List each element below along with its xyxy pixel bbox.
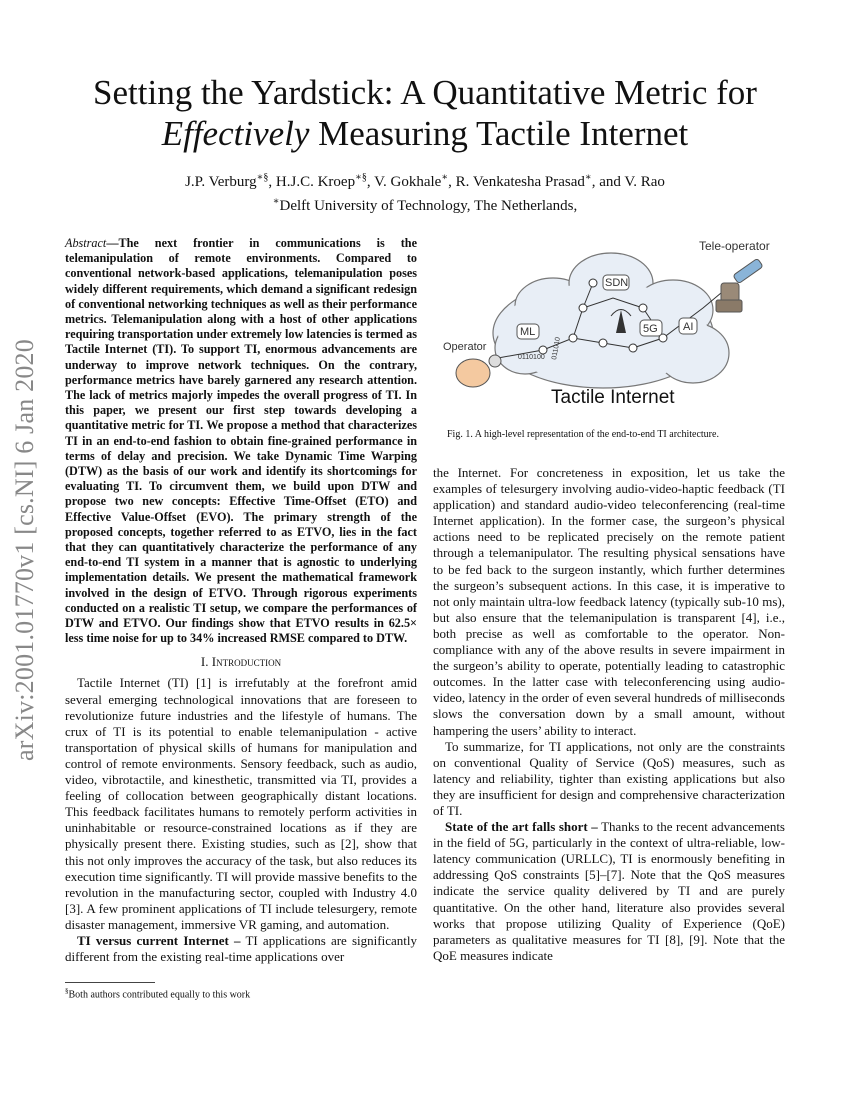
affiliation-text: Delft University of Technology, The Netherlands, (279, 198, 578, 214)
figure-caption: Fig. 1. A high-level representation of the end-to-end TI architecture. (447, 429, 719, 440)
footnote-mark: § (65, 987, 69, 995)
author-mark: ∗§ (355, 172, 367, 183)
author-mark: ∗§ (256, 172, 269, 183)
author-mark: ∗ (441, 172, 449, 183)
author-3: , V. Gokhale (366, 174, 442, 190)
author-2: , H.J.C. Kroep (268, 174, 356, 190)
affiliation (60, 192, 790, 216)
paragraph-text: Thanks to the recent advancements in the field of 5G, particularly in the context of ultra-reliable, low-latency communication (URLLC), TI is enormously benefiting in addressing QoS constraints [5]–[7]. Note that the QoS measures indicate the service quality delivered by TI and are purely quantitative. On the other hand, literature also provides several works that propose utilizing Quality of Experience (QoE) parameters as qualitative measures for TI [8], [9]. Note that the QoE measures indicate (433, 819, 785, 963)
footnote-rule (65, 982, 155, 983)
abstract-label: Abstract (65, 236, 107, 250)
intro-paragraph-2 (65, 933, 417, 965)
footnote (65, 987, 250, 1000)
right-paragraph-1: the Internet. For concreteness in exposition, let us take the examples of telesurgery involving audio-video-haptic feedback (TI application) and standard audio-video teleconferencing (real-time Internet application). In the former case, the surgeon’s physical actions need to be replicated precisely on the remote patient through a telemanipulator. The resulting physical sensations have to be fed back to the surgeon instantly, which further determines the surgeon’s subsequent actions. In this case, it is imperative to not only maintain ultra-low feedback latency (typically sub-10 ms), but also ensure that the telemanipulation is transparent [4], i.e., both precise as well as comfortable to the operator. Non-compliance with any of the above results in severe impairment in the surgeon’s ability to operate, potentially leading to catastrophic outcomes. In the latter case with teleconferencing using audio-video, latency in the order of even several hundreds of milliseconds slows the conversation down by a small amount, without hampering the users’ ability to interact. (433, 465, 785, 738)
paragraph-lead: TI versus current Internet – (77, 932, 241, 948)
author-mark: ∗ (584, 172, 592, 183)
tag-ml: ML (520, 326, 536, 338)
right-paragraph-3 (433, 819, 785, 964)
abstract-dash: — (106, 236, 119, 250)
author-block (60, 168, 790, 216)
author-5: , and V. Rao (591, 174, 665, 190)
footnote-text: Both authors contributed equally to this work (68, 989, 251, 1001)
label-teleoperator: Tele-operator (699, 239, 770, 253)
paragraph-lead: State of the art falls short – (445, 819, 598, 835)
section-heading-introduction: I. Introduction (200, 654, 282, 670)
operator-hand-icon (456, 355, 501, 387)
author-1: J.P. Verburg (185, 174, 257, 190)
bits-label-2: 011010 (551, 336, 562, 361)
affiliation-mark: ∗ (272, 196, 280, 207)
intro-body (65, 675, 417, 965)
title-emphasis: Effectively (161, 114, 310, 153)
label-tactile-internet: Tactile Internet (551, 387, 675, 408)
tag-ai: AI (683, 321, 694, 333)
paper-title (60, 72, 790, 154)
paragraph-text: TI applications are significantly different from the existing real-time applications over (65, 932, 417, 965)
arxiv-stamp: arXiv:2001.01770v1 [cs.NI] 6 Jan 2020 (10, 339, 39, 761)
author-4: , R. Venkatesha Prasad (448, 174, 585, 190)
title-line-2-rest: Measuring Tactile Internet (309, 114, 689, 153)
tag-sdn: SDN (605, 277, 629, 289)
intro-paragraph-1: Tactile Internet (TI) [1] is irrefutably at the forefront amid several emerging technological innovations that are foreseen to revolutionize future industries and the lifestyle of humans. The crux of TI is its potential to enable telemanipulation - active transportation of physical skills of humans for manipulation and control of remote environments. Sensory feedback, such as audio, video, vibrotactile, and kinesthetic, transmitted via TI, provides a feeling of collocation between geographically distant locations. This feedback facilitates humans to remotely perform activities in uninhabitable or resource-constrained locations as if they are physically present there. Existing studies, such as [2], show that this not only improves the accuracy of the task, but also reduces its execution time significantly. TI will provide massive benefits to the revolution in the manufacturing sector, coupled with Industry 4.0 [3]. A few prominent applications of TI include telesurgery, remote disaster management, immersive VR gaming, and automation. (65, 675, 417, 932)
author-list (60, 168, 790, 192)
left-column (65, 236, 417, 965)
title-line-1: Setting the Yardstick: A Quantitative Metric for (93, 73, 757, 112)
label-operator: Operator (443, 341, 487, 353)
bits-label-1: 0110100 (518, 354, 545, 361)
title-line-2 (60, 113, 790, 154)
tag-5g: 5G (643, 323, 658, 335)
abstract-text: The next frontier in communications is the telemanipulation of remote environments. Compared to conventional network-based applications, telemanipulation poses widely different requirements, which demand a significant redesign of conventional networking techniques as well as their performance metrics. Telemanipulation along with a host of other applications requiring transportation under extremely low latencies is termed as Tactile Internet (TI). To support TI, enormous advancements are underway to improve network techniques. On the contrary, performance metrics have barely garnered any research attention. The lack of metrics majorly impedes the overall progress of TI. In this paper, we present our first step towards developing a quantitative metric for TI. We propose a method that characterizes TI in an end-to-end fashion to obtain fine-grained performance in terms of delay and precision. We take Dynamic Time Warping (DTW) as the basis of our work and identify its shortcomings for evaluating TI. To circumvent them, we build upon DTW and propose two new concepts: Effective Time-Offset (ETO) and Effective Value-Offset (EVO). The primary strength of the proposed concepts, together referred to as ETVO, lies in the fact that they can quantitatively characterize the performance of any end-to-end TI system in a manner that is agnostic to underlying implementation details. We present the mathematical framework involved in the design of ETVO. Through rigorous experiments conducted on a realistic TI setup, we compare the performances of DTW and ETVO. Our findings show that ETVO results in 62.5× less time noise for up to 34% increased RMSE compared to DTW. (65, 236, 417, 646)
right-column (433, 465, 785, 964)
abstract (65, 236, 417, 646)
right-paragraph-2: To summarize, for TI applications, not only are the constraints on conventional Quality of Service (QoS) measures, such as latency and reliability, tighter than existing applications but also they are insufficient for design and comprehensive characterization of TI. (433, 738, 785, 818)
robot-arm-icon (716, 258, 763, 312)
figure-1-ti-architecture (433, 238, 785, 423)
